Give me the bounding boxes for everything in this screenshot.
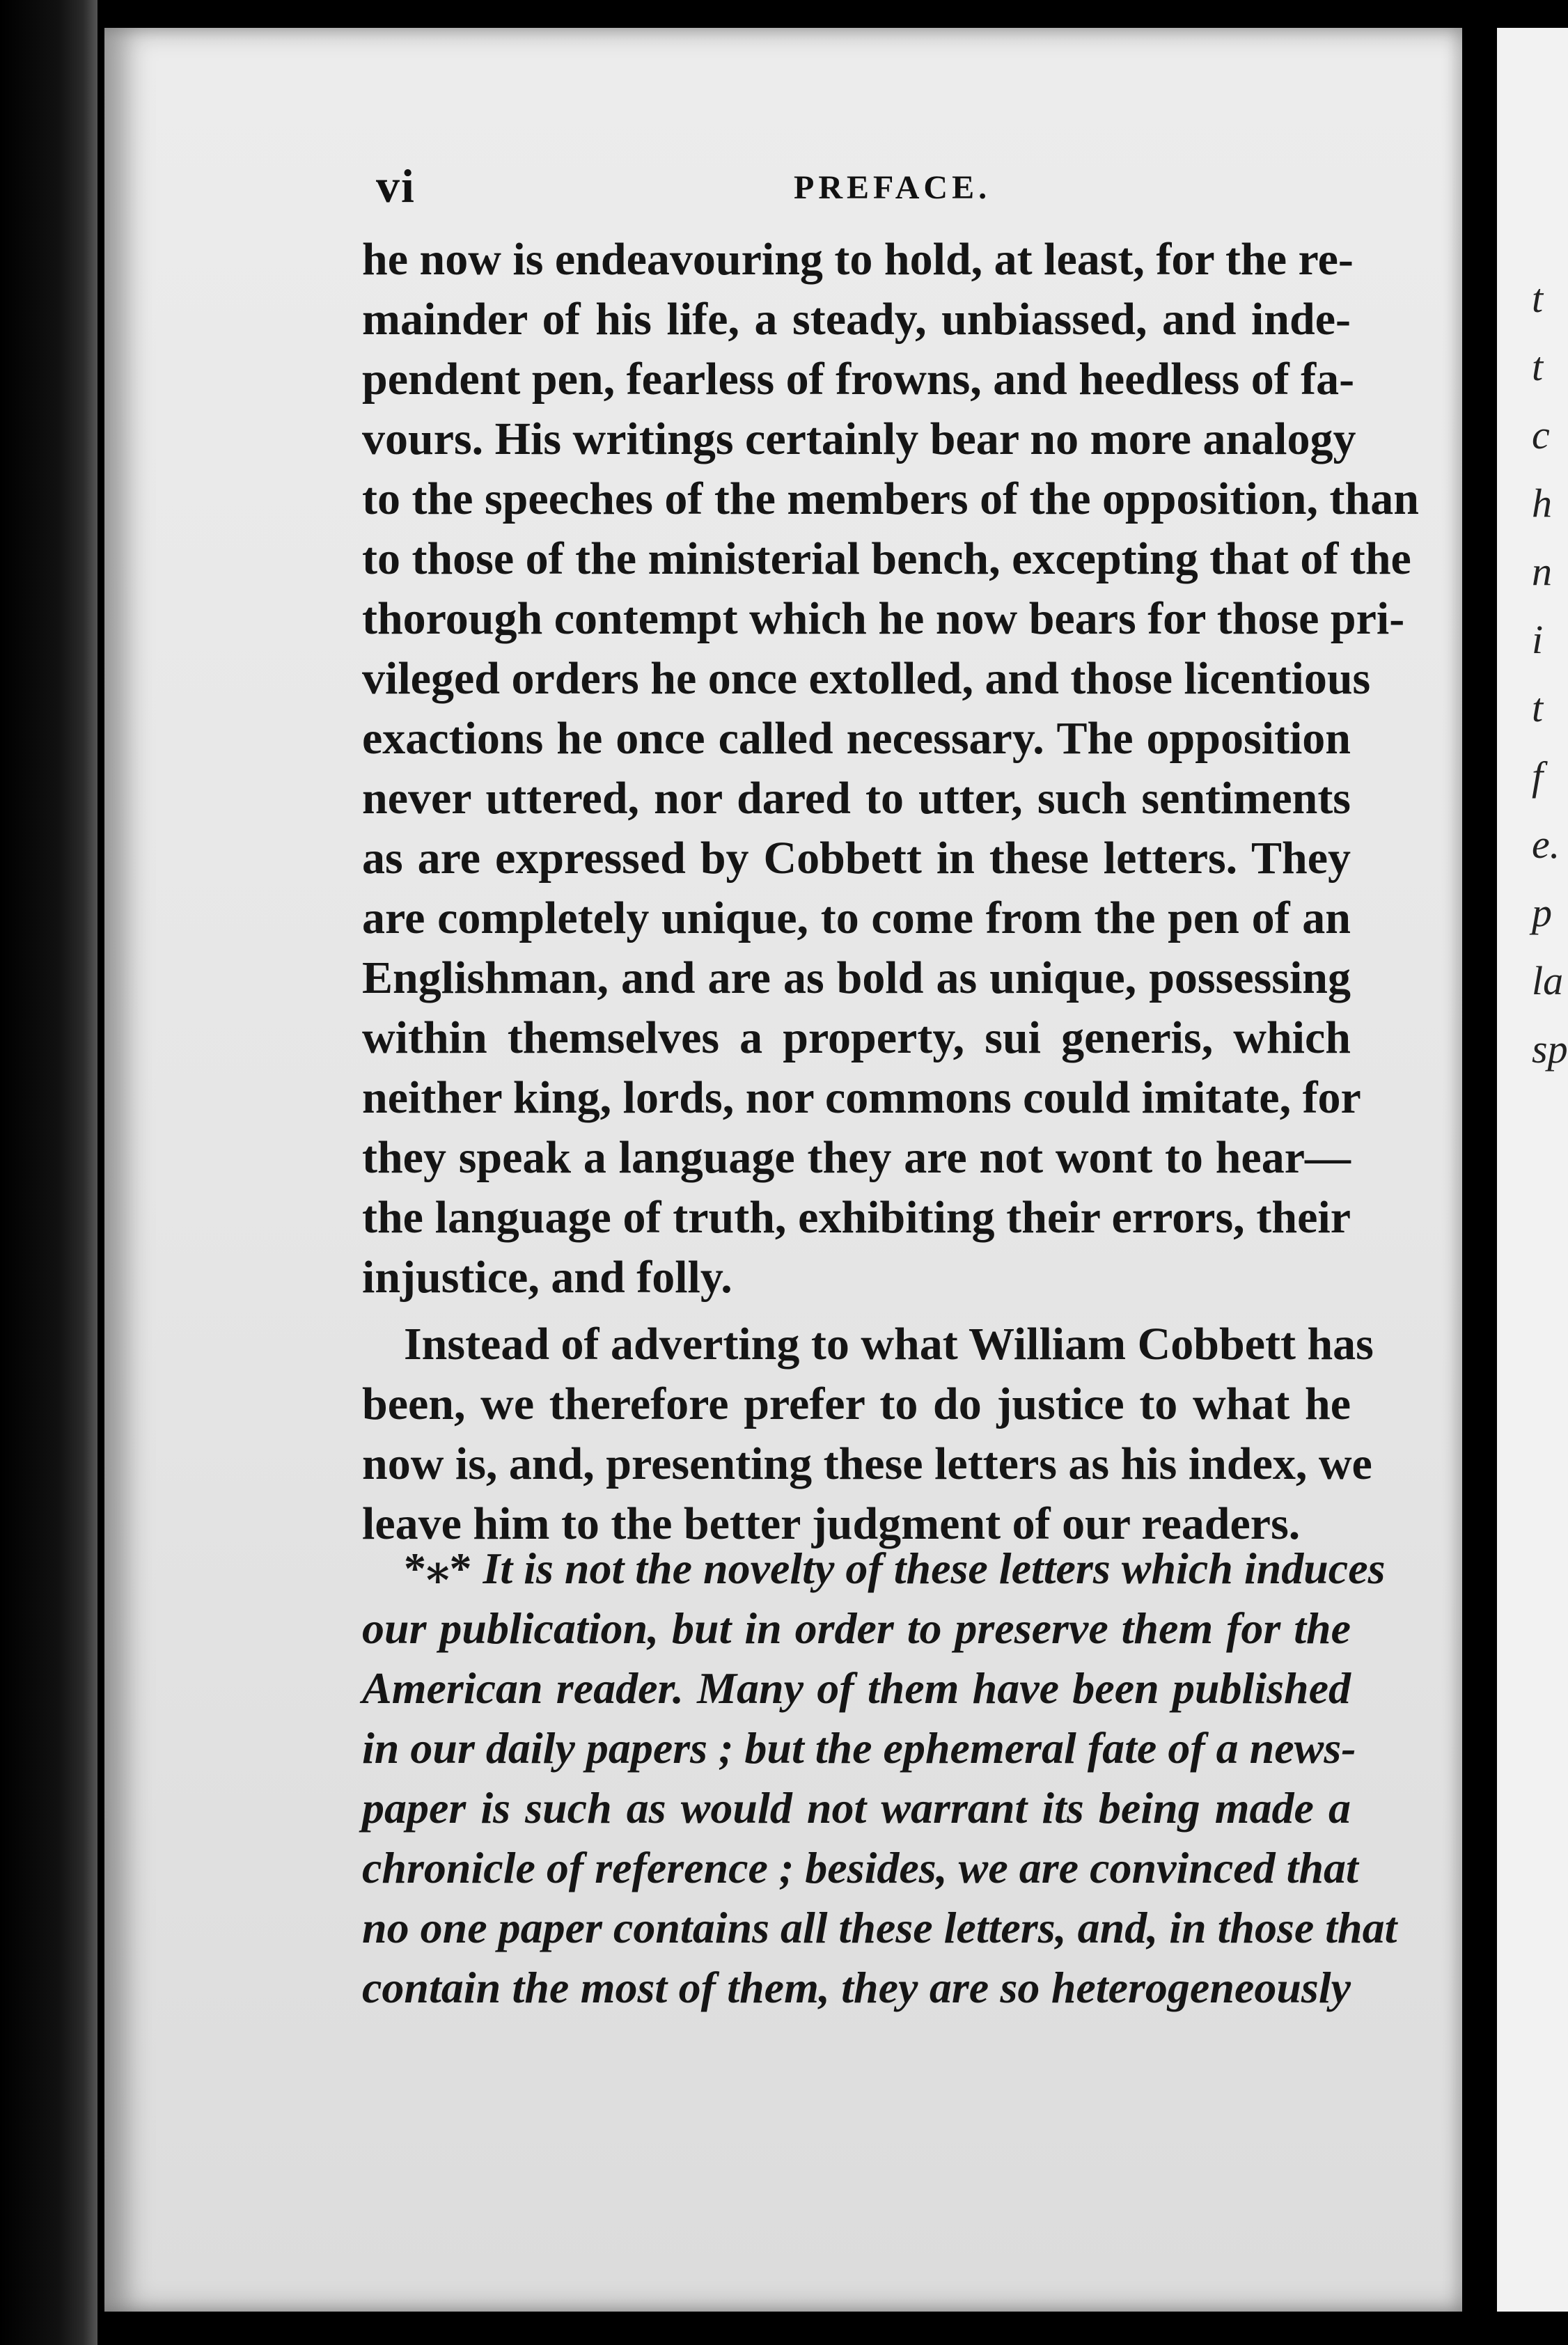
text-line: are completely unique, to come from the pen of an bbox=[362, 893, 1351, 943]
paragraph-1 bbox=[362, 230, 1419, 1308]
next-page-fragment bbox=[1532, 265, 1568, 1083]
text-line: to those of the ministerial bench, excepting that of the bbox=[362, 533, 1411, 584]
text-line: been, we therefore prefer to do justice to what he bbox=[362, 1379, 1351, 1429]
page-header bbox=[376, 159, 1351, 221]
fragment-line: t bbox=[1532, 685, 1544, 730]
text-line: never uttered, nor dared to utter, such sentiments bbox=[362, 773, 1351, 824]
fragment-line: t bbox=[1532, 344, 1544, 389]
note-line: chronicle of reference ; besides, we are convinced that bbox=[362, 1843, 1358, 1892]
text-line: vileged orders he once extolled, and those licentious bbox=[362, 653, 1371, 704]
fragment-line: c bbox=[1532, 412, 1550, 457]
footnote bbox=[362, 1539, 1397, 2018]
running-head: PREFACE. bbox=[794, 169, 991, 206]
text-line: he now is endeavouring to hold, at least, for the re- bbox=[362, 234, 1354, 285]
text-line: exactions he once called necessary. The opposition bbox=[362, 713, 1351, 764]
text-line: they speak a language they are not wont to hear— bbox=[362, 1132, 1351, 1183]
paragraph-2 bbox=[362, 1315, 1374, 1554]
text-line: Instead of adverting to what William Cobbett has bbox=[404, 1319, 1374, 1370]
fragment-line: sp bbox=[1532, 1026, 1568, 1072]
text-line: mainder of his life, a steady, unbiassed, and inde- bbox=[362, 294, 1351, 345]
fragment-line: n bbox=[1532, 549, 1552, 594]
fragment-line: h bbox=[1532, 480, 1552, 526]
asterism: *⁎* bbox=[404, 1544, 472, 1593]
text-line: injustice, and folly. bbox=[362, 1252, 732, 1303]
body-text bbox=[362, 230, 1419, 1554]
text-line: vours. His writings certainly bear no more analogy bbox=[362, 414, 1356, 464]
text-line: as are expressed by Cobbett in these letters. They bbox=[362, 833, 1351, 884]
note-line: contain the most of them, they are so heterogeneously bbox=[362, 1963, 1351, 2012]
note-line bbox=[362, 1539, 1386, 1599]
note-line: no one paper contains all these letters, and, in those that bbox=[362, 1903, 1397, 1952]
fragment-line: i bbox=[1532, 617, 1544, 662]
fragment-line: la bbox=[1532, 958, 1564, 1003]
text-line: to the speeches of the members of the opposition, than bbox=[362, 473, 1419, 524]
text-line: thorough contempt which he now bears for those pri- bbox=[362, 593, 1405, 644]
text-line: now is, and, presenting these letters as his index, we bbox=[362, 1438, 1372, 1489]
text-line: within themselves a property, sui generis, which bbox=[362, 1012, 1351, 1063]
book-gutter bbox=[0, 0, 97, 2345]
note-line: American reader. Many of them have been published bbox=[362, 1663, 1351, 1713]
note-text: It is not the novelty of these letters which induces bbox=[483, 1544, 1386, 1593]
text-line: neither king, lords, nor commons could imitate, for bbox=[362, 1072, 1361, 1123]
text-line: Englishman, and are as bold as unique, possessing bbox=[362, 952, 1351, 1003]
note-line: paper is such as would not warrant its being made a bbox=[362, 1783, 1351, 1833]
note-line: in our daily papers ; but the ephemeral fate of a news- bbox=[362, 1723, 1356, 1773]
fragment-line: p bbox=[1532, 890, 1552, 935]
page-number: vi bbox=[376, 159, 416, 212]
fragment-line: e. bbox=[1532, 822, 1560, 867]
text-line: leave him to the better judgment of our readers. bbox=[362, 1498, 1301, 1549]
text-line: pendent pen, fearless of frowns, and heedless of fa- bbox=[362, 354, 1355, 405]
fragment-line: f bbox=[1532, 753, 1544, 799]
note-line: our publication, but in order to preserve them for the bbox=[362, 1603, 1351, 1653]
text-line: the language of truth, exhibiting their errors, their bbox=[362, 1192, 1351, 1243]
fragment-line: t bbox=[1532, 276, 1544, 321]
